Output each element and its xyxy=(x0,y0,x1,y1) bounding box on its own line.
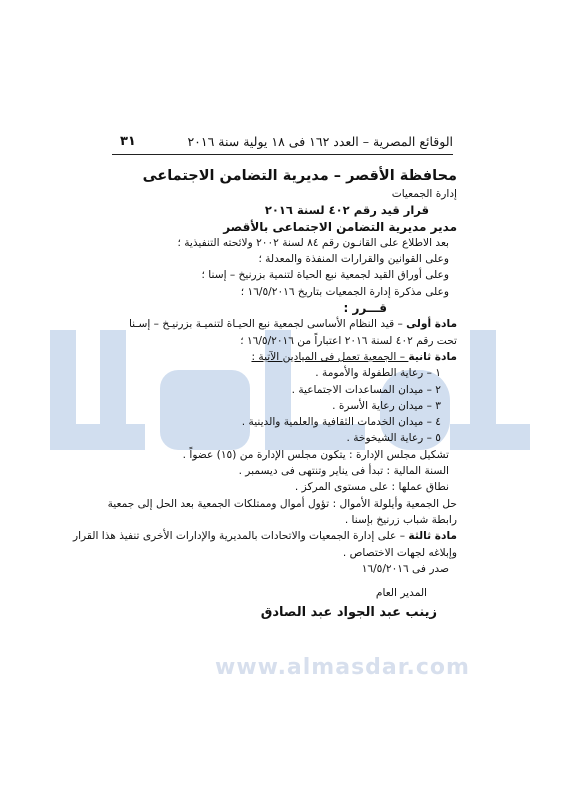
governorate-title: محافظة الأقصر – مديرية التضامن الاجتماعى xyxy=(142,168,457,184)
article-1-continued: تحت رقم ٤٠٢ لسنة ٢٠١٦ اعتباراً من ١٦/٥/٢٠١٦ ؛ xyxy=(240,334,457,347)
field-item: ٥ – رعاية الشيخوخة . xyxy=(346,432,441,445)
article-1 xyxy=(106,316,457,332)
field-item: ٢ – ميدان المساعدات الاجتماعية . xyxy=(291,383,441,396)
decided-heading: قـــرر : xyxy=(343,301,387,316)
dissolution-clause-continued: رابطة شباب زرنيخ بإسنا . xyxy=(344,513,457,526)
article-1-text: – قيد النظام الأساسى لجمعية نبع الحيـاة لتنميـة بزرنيـخ – إسـنا xyxy=(128,318,407,331)
article-2 xyxy=(106,349,457,365)
running-header xyxy=(112,134,453,155)
field-item: ١ – رعاية الطفولة والأمومة . xyxy=(315,367,441,380)
running-head: الوقائع المصرية – العدد ١٦٢ فى ١٨ يولية سنة ٢٠١٦ xyxy=(187,134,453,149)
decree-title: قرار قيد رقم ٤٠٢ لسنة ٢٠١٦ xyxy=(264,203,429,218)
preamble-line: وعلى القوانين والقرارات المنفذة والمعدلة ؛ xyxy=(258,253,449,266)
preamble-line: وعلى أوراق القيد لجمعية نبع الحياة لتنمية بزرنيخ – إسنا ؛ xyxy=(201,269,449,282)
field-item: ٣ – ميدان رعاية الأسرة . xyxy=(332,399,441,412)
preamble-line: بعد الاطلاع على القانـون رقم ٨٤ لسنة ٢٠٠٢ ولائحته التنفيذية ؛ xyxy=(177,236,449,249)
fiscal-year-clause: السنة المالية : تبدأ فى يناير وتنتهى فى ديسمبر . xyxy=(238,465,449,478)
article-2-text: – الجمعية تعمل فى الميادين الآتية : xyxy=(251,350,409,363)
article-3 xyxy=(72,528,457,544)
article-3-continued: وإبلاغه لجهات الاختصاص . xyxy=(342,546,457,559)
article-3-text: – على إدارة الجمعيات والاتحادات بالمديرية والإدارات الأخرى تنفيذ هذا القرار xyxy=(72,530,409,543)
director-heading: مدير مديرية التضامن الاجتماعى بالأقصر xyxy=(223,219,457,234)
signatory-name: زينب عبد الجواد عبد الصادق xyxy=(260,605,437,621)
signatory-title: المدير العام xyxy=(375,587,427,600)
decree-body xyxy=(72,166,457,622)
page-number: ٣١ xyxy=(120,134,136,149)
scope-clause: نطاق عملها : على مستوى المركز . xyxy=(294,481,449,494)
watermark-url: www.almasdar.com xyxy=(215,655,470,680)
article-1-label: مادة أولى xyxy=(406,318,457,331)
dissolution-clause: حل الجمعية وأيلولة الأموال : تؤول أموال وممتلكات الجمعية بعد الحل إلى جمعية xyxy=(107,497,457,510)
article-3-label: مادة ثالثة xyxy=(408,530,457,543)
article-2-label: مادة ثانية xyxy=(408,350,457,363)
department-name: إدارة الجمعيات xyxy=(391,188,457,200)
preamble-line: وعلى مذكرة إدارة الجمعيات بتاريخ ١٦/٥/٢٠١٦ ؛ xyxy=(240,285,449,298)
issued-date: صدر فى ١٦/٥/٢٠١٦ xyxy=(361,562,449,575)
field-item: ٤ – ميدان الخدمات الثقافية والعلمية والدينية . xyxy=(241,416,441,429)
board-clause: تشكيل مجلس الإدارة : يتكون مجلس الإدارة من (١٥) عضواً . xyxy=(182,448,449,461)
